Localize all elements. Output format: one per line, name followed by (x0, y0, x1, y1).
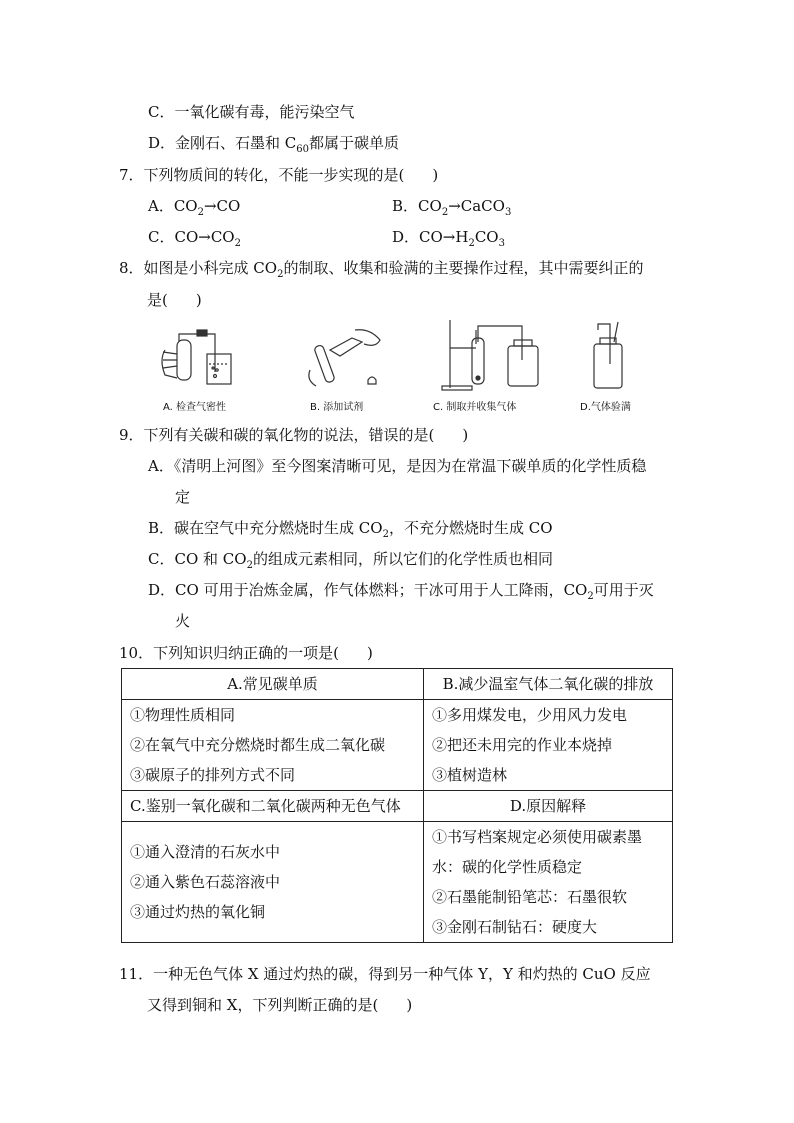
q9-option-d-cont: 火 (175, 612, 191, 630)
list-item: ③植树造林 (432, 766, 508, 784)
gas-fullness-test-icon (580, 320, 640, 395)
q8-caption-d: D.气体验满 (580, 402, 631, 413)
q6-option-d: D．金刚石、石墨和 $C_{60}$都属于碳单质 (148, 134, 400, 155)
list-item: ③金刚石制钻石：硬度大 (432, 918, 598, 936)
q9-option-a: A．《清明上河图》至今图案清晰可见，是因为在常温下碳单质的化学性质稳 (148, 457, 647, 475)
q9-option-c: C．CO 和 $CO_2$的组成元素相同，所以它们的化学性质也相同 (148, 550, 553, 571)
table-cell-d (424, 822, 673, 943)
q10-stem: 10．下列知识归纳正确的一项是( ) (119, 644, 373, 662)
q7-option-b: B．$CO_2\to CaCO_3$ (392, 197, 512, 218)
q9-option-b: B．碳在空气中充分燃烧时生成 $CO_2$，不充分燃烧时生成 CO (148, 519, 553, 540)
table-cell-b (424, 700, 673, 791)
airtightness-apparatus-icon (155, 320, 265, 395)
table-head-d: D.原因解释 (424, 791, 673, 822)
table-cell-a (122, 700, 424, 791)
table-cell-c (122, 822, 424, 943)
q9-stem: 9．下列有关碳和碳的氧化物的说法，错误的是( ) (119, 426, 469, 444)
list-item: ①多用煤发电，少用风力发电 (432, 706, 628, 724)
gas-production-apparatus-icon (430, 320, 560, 395)
q6-option-c: C．一氧化碳有毒，能污染空气 (148, 103, 355, 121)
q8-stem: 8．如图是小科完成 $CO_2$的制取、收集和验满的主要操作过程，其中需要纠正的 (119, 259, 644, 280)
q9-option-d: D．CO 可用于冶炼金属，作气体燃料；干冰可用于人工降雨，$CO_2$可用于灭 (148, 581, 654, 602)
list-item: ②石墨能制铅笔芯：石墨很软 (432, 888, 628, 906)
q8-caption-c: C. 制取并收集气体 (433, 402, 517, 413)
list-item: ③通过灼热的氧化铜 (130, 903, 266, 921)
q8-caption-b: B. 添加试剂 (310, 402, 364, 413)
q7-option-c: C．$CO\to CO_2$ (148, 228, 241, 249)
q7-option-d: D．$CO\to H_2CO_3$ (392, 228, 505, 249)
table-head-b: B.减少温室气体二氧化碳的排放 (424, 669, 673, 700)
q8-figures (155, 320, 655, 415)
list-item: ①书写档案规定必须使用碳素墨 (432, 828, 643, 846)
table-head-a: A.常见碳单质 (122, 669, 424, 700)
knowledge-table (121, 668, 673, 943)
list-item: ③碳原子的排列方式不同 (130, 766, 296, 784)
list-item: ②在氧气中充分燃烧时都生成二氧化碳 (130, 736, 386, 754)
q8-caption-a: A. 检查气密性 (163, 402, 227, 413)
list-item: 水：碳的化学性质稳定 (432, 858, 583, 876)
q11-stem: 11．一种无色气体 X 通过灼热的碳，得到另一种气体 Y，Y 和灼热的 CuO 反应 (119, 965, 651, 983)
q7-option-a: A．$CO_2\to CO$ (148, 197, 241, 218)
q8-stem-line2: 是( ) (147, 291, 202, 309)
list-item: ②通入紫色石蕊溶液中 (130, 873, 281, 891)
adding-reagent-icon (300, 320, 390, 395)
list-item: ②把还未用完的作业本烧掉 (432, 736, 613, 754)
q7-stem: 7．下列物质间的转化，不能一步实现的是( ) (119, 166, 439, 184)
table-head-c: C.鉴别一氧化碳和二氧化碳两种无色气体 (122, 791, 424, 822)
q11-stem-line2: 又得到铜和 X，下列判断正确的是( ) (147, 996, 413, 1014)
list-item: ①通入澄清的石灰水中 (130, 843, 281, 861)
list-item: ①物理性质相同 (130, 706, 236, 724)
q9-option-a-cont: 定 (175, 488, 191, 506)
